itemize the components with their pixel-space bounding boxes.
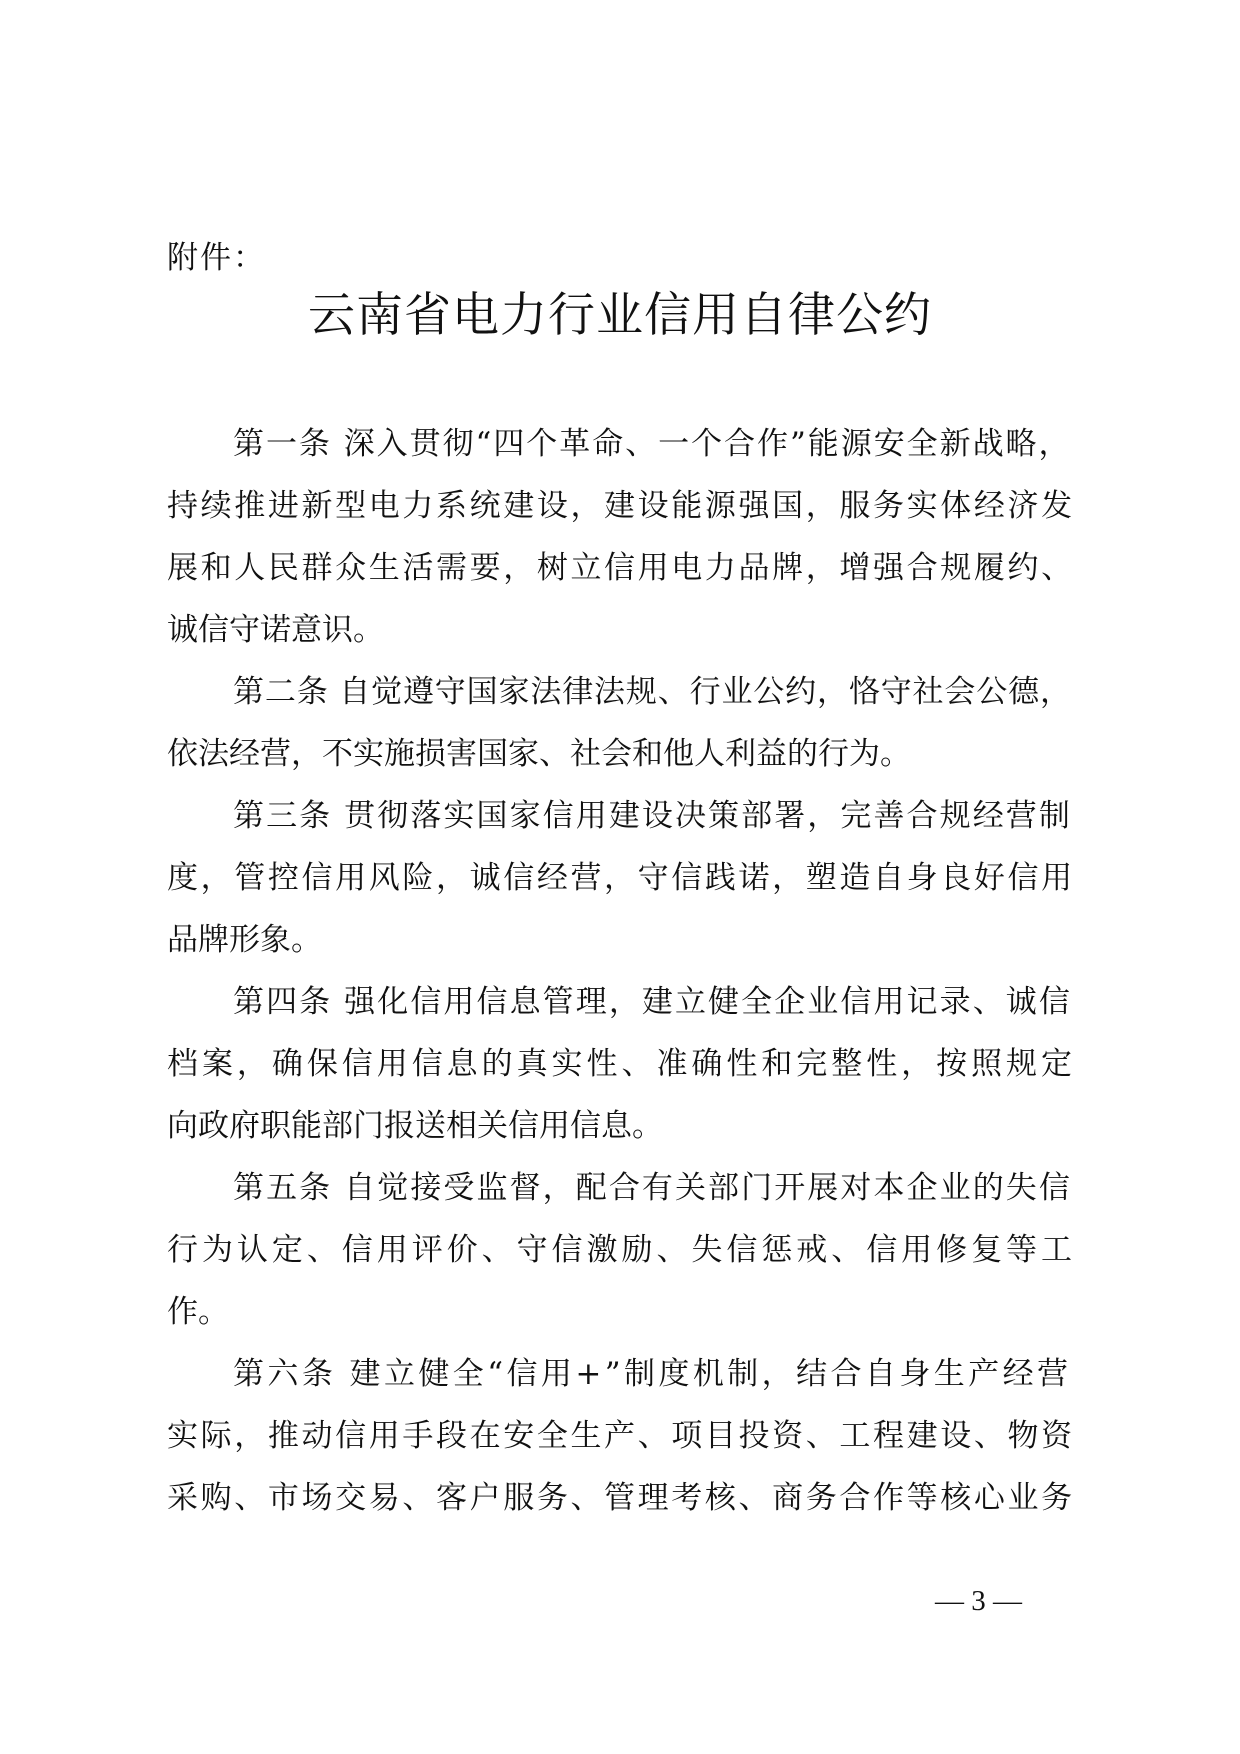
page-number: — 3 — [935, 1585, 1022, 1617]
article-2-line-1: 第二条 自觉遵守国家法律法规、行业公约，恪守社会公德， [233, 674, 1072, 710]
article-5-line-2: 行为认定、信用评价、守信激励、失信惩戒、信用修复等工 [167, 1232, 1076, 1268]
article-6-line-3: 采购、市场交易、客户服务、管理考核、商务合作等核心业务 [167, 1480, 1075, 1516]
article-3-line-2: 度，管控信用风险，诚信经营，守信践诺，塑造自身良好信用 [167, 860, 1075, 896]
article-2-line-2: 依法经营，不实施损害国家、社会和他人利益的行为。 [167, 736, 911, 772]
article-1-line-3: 展和人民群众生活需要，树立信用电力品牌，增强合规履约、 [167, 550, 1075, 586]
document-title: 云南省电力行业信用自律公约 [308, 288, 932, 343]
article-1-line-1: 第一条 深入贯彻“四个革命、一个合作”能源安全新战略， [233, 426, 1072, 462]
article-3-line-1: 第三条 贯彻落实国家信用建设决策部署，完善合规经营制 [233, 798, 1072, 834]
article-5-line-1: 第五条 自觉接受监督，配合有关部门开展对本企业的失信 [233, 1170, 1072, 1206]
article-6-line-1: 第六条 建立健全“信用+”制度机制，结合自身生产经营 [233, 1356, 1072, 1392]
article-5-line-3: 作。 [167, 1294, 229, 1330]
article-4-line-3: 向政府职能部门报送相关信用信息。 [167, 1108, 663, 1144]
article-6-line-2: 实际，推动信用手段在安全生产、项目投资、工程建设、物资 [167, 1418, 1075, 1454]
article-1-line-2: 持续推进新型电力系统建设，建设能源强国，服务实体经济发 [167, 488, 1075, 524]
article-4-line-1: 第四条 强化信用信息管理，建立健全企业信用记录、诚信 [233, 984, 1072, 1020]
article-4-line-2: 档案，确保信用信息的真实性、准确性和完整性，按照规定 [167, 1046, 1076, 1082]
attachment-label: 附件： [167, 240, 266, 276]
article-3-line-3: 品牌形象。 [167, 922, 322, 958]
article-1-line-4: 诚信守诺意识。 [167, 612, 384, 648]
